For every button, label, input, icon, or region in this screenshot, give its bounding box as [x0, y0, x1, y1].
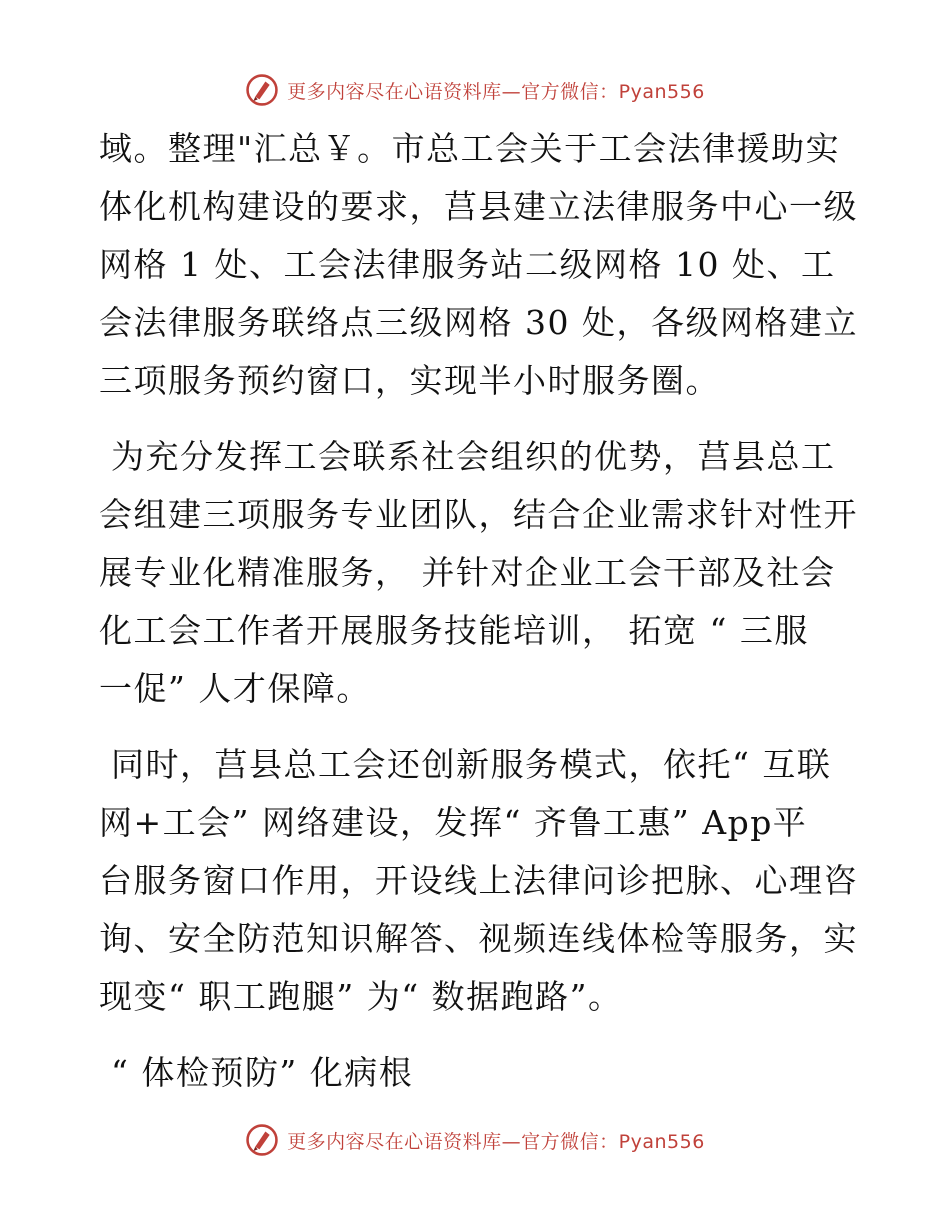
text-line: 化工会工作者开展服务技能培训， 拓宽 “ 三服	[99, 611, 809, 650]
text-line: 同时，莒县总工会还创新服务模式，依托“ 互联	[99, 745, 832, 784]
watermark-header	[0, 70, 950, 110]
text-line: 一促” 人才保障。	[99, 669, 371, 708]
text-line: 三项服务预约窗口，实现半小时服务圈。	[99, 361, 720, 400]
text-line: 台服务窗口作用，开设线上法律问诊把脉、心理咨	[99, 861, 858, 900]
watermark-text: 更多内容尽在心语资料库—官方微信：Pyan556	[287, 80, 705, 103]
pen-nib-logo-icon	[245, 73, 279, 107]
text-line: 为充分发挥工会联系社会组织的优势，莒县总工	[99, 437, 836, 476]
text-line: 现变“ 职工跑腿” 为“ 数据跑路”。	[99, 977, 623, 1016]
paragraph-1	[99, 120, 859, 410]
paragraph-2	[99, 428, 859, 718]
text-line: 询、安全防范知识解答、视频连线体检等服务，实	[99, 919, 858, 958]
text-line: 会法律服务联络点三级网格 30 处，各级网格建立	[99, 303, 858, 342]
paragraph-gap	[99, 410, 859, 428]
text-line: 展专业化精准服务， 并针对企业工会干部及社会	[99, 553, 836, 592]
text-line: 域。整理"汇总￥。市总工会关于工会法律援助实	[99, 129, 841, 168]
text-line: 网+工会” 网络建设，发挥“ 齐鲁工惠” App平	[99, 803, 808, 842]
text-line: 体化机构建设的要求，莒县建立法律服务中心一级	[99, 187, 858, 226]
paragraph-gap	[99, 1026, 859, 1044]
paragraph-gap	[99, 718, 859, 736]
paragraph-3	[99, 736, 859, 1026]
section-heading: “ 体检预防” 化病根	[99, 1053, 414, 1092]
text-line: 网格 1 处、工会法律服务站二级网格 10 处、工	[99, 245, 836, 284]
document-body	[99, 120, 859, 1102]
pen-nib-logo-icon	[245, 1123, 279, 1157]
watermark-text: 更多内容尽在心语资料库—官方微信：Pyan556	[287, 1130, 705, 1153]
watermark-footer	[0, 1120, 950, 1160]
text-line: 会组建三项服务专业团队，结合企业需求针对性开	[99, 495, 858, 534]
